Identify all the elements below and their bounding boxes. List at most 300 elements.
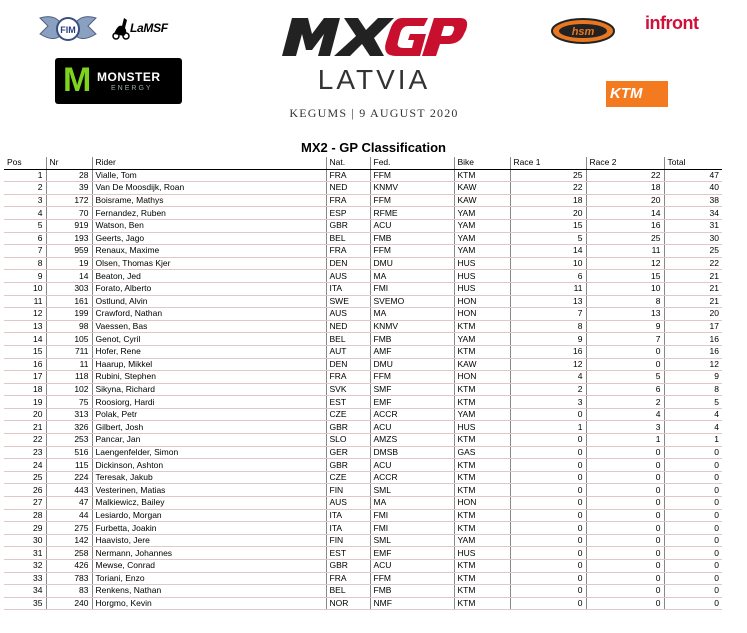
rider-cell: Hofer, Rene [92,345,326,358]
nat-cell: CZE [326,471,370,484]
race2-cell: 3 [586,421,664,434]
bike-cell: YAM [454,207,510,220]
rider-cell: Watson, Ben [92,219,326,232]
nat-cell: DEN [326,257,370,270]
fed-cell: ACU [370,560,454,573]
table-row [4,282,722,295]
race2-cell: 16 [586,219,664,232]
nat-cell: AUS [326,308,370,321]
rider-cell: Renaux, Maxime [92,245,326,258]
nat-cell: AUS [326,497,370,510]
race2-cell: 0 [586,446,664,459]
rider-cell: Rubini, Stephen [92,371,326,384]
table-row [4,371,722,384]
bike-cell: HUS [454,270,510,283]
nr-cell: 275 [46,522,92,535]
nr-cell: 193 [46,232,92,245]
table-header-row [4,157,722,169]
nat-cell: NED [326,182,370,195]
race2-cell: 5 [586,371,664,384]
table-row [4,547,722,560]
fed-cell: FFM [370,245,454,258]
fed-cell: MA [370,497,454,510]
race2-cell: 0 [586,522,664,535]
race2-cell: 0 [586,471,664,484]
race1-cell: 5 [510,232,586,245]
nr-cell: 102 [46,383,92,396]
bike-cell: HON [454,295,510,308]
fed-cell: MA [370,308,454,321]
table-row [4,295,722,308]
nat-cell: SWE [326,295,370,308]
race1-cell: 0 [510,534,586,547]
pos-cell: 3 [4,194,46,207]
race2-cell: 1 [586,434,664,447]
pos-cell: 20 [4,408,46,421]
pos-cell: 29 [4,522,46,535]
race2-cell: 0 [586,497,664,510]
table-row [4,459,722,472]
nat-cell: NED [326,320,370,333]
race2-cell: 22 [586,169,664,182]
rider-cell: Malkiewicz, Bailey [92,497,326,510]
hsm-logo [551,18,615,44]
pos-cell: 11 [4,295,46,308]
pos-cell: 9 [4,270,46,283]
table-row [4,497,722,510]
nr-cell: 105 [46,333,92,346]
fed-cell: ACU [370,219,454,232]
pos-cell: 24 [4,459,46,472]
rider-cell: Forato, Alberto [92,282,326,295]
bike-cell: GAS [454,446,510,459]
race1-cell: 11 [510,282,586,295]
fed-cell: ACCR [370,408,454,421]
pos-cell: 14 [4,333,46,346]
event-country: LATVIA [317,64,431,95]
nr-cell: 240 [46,597,92,610]
nr-cell: 14 [46,270,92,283]
fed-cell: EMF [370,547,454,560]
table-row [4,257,722,270]
nat-cell: FIN [326,534,370,547]
rider-cell: Dickinson, Ashton [92,459,326,472]
monster-logo-text: MONSTER [97,70,161,84]
total-cell: 0 [664,459,722,472]
rider-cell: Beaton, Jed [92,270,326,283]
race1-cell: 25 [510,169,586,182]
nat-cell: BEL [326,232,370,245]
nr-cell: 303 [46,282,92,295]
pos-cell: 8 [4,257,46,270]
col-header-fed: Fed. [370,157,454,169]
table-row [4,534,722,547]
nr-cell: 426 [46,560,92,573]
col-header-race1: Race 1 [510,157,586,169]
bike-cell: KTM [454,484,510,497]
pos-cell: 35 [4,597,46,610]
rider-cell: Ostlund, Alvin [92,295,326,308]
nat-cell: FRA [326,169,370,182]
nr-cell: 516 [46,446,92,459]
nat-cell: AUT [326,345,370,358]
nr-cell: 253 [46,434,92,447]
table-row [4,446,722,459]
bike-cell: YAM [454,232,510,245]
rider-cell: Vialle, Tom [92,169,326,182]
race1-cell: 0 [510,572,586,585]
table-row [4,421,722,434]
pos-cell: 7 [4,245,46,258]
rider-cell: Haarup, Mikkel [92,358,326,371]
fed-cell: FMI [370,509,454,522]
race2-cell: 7 [586,333,664,346]
bike-cell: KTM [454,572,510,585]
bike-cell: HUS [454,421,510,434]
race2-cell: 13 [586,308,664,321]
nat-cell: ESP [326,207,370,220]
race1-cell: 20 [510,207,586,220]
table-row [4,471,722,484]
rider-cell: Toriani, Enzo [92,572,326,585]
total-cell: 16 [664,345,722,358]
classification-title: MX2 - GP Classification [301,140,446,155]
ktm-logo [606,81,668,107]
race1-cell: 8 [510,320,586,333]
monster-energy-logo [55,58,182,104]
nr-cell: 313 [46,408,92,421]
col-header-rider: Rider [92,157,326,169]
total-cell: 21 [664,282,722,295]
race2-cell: 0 [586,572,664,585]
bike-cell: KTM [454,169,510,182]
total-cell: 0 [664,585,722,598]
fed-cell: KNMV [370,182,454,195]
fed-cell: AMZS [370,434,454,447]
nat-cell: ITA [326,509,370,522]
total-cell: 0 [664,547,722,560]
fed-cell: NMF [370,597,454,610]
table-row [4,232,722,245]
col-header-pos: Pos [4,157,46,169]
nr-cell: 199 [46,308,92,321]
table-row [4,169,722,182]
rider-cell: Vaessen, Bas [92,320,326,333]
rider-cell: Horgmo, Kevin [92,597,326,610]
race2-cell: 12 [586,257,664,270]
bike-cell: KTM [454,522,510,535]
total-cell: 0 [664,522,722,535]
race2-cell: 0 [586,484,664,497]
nr-cell: 70 [46,207,92,220]
race2-cell: 0 [586,345,664,358]
race2-cell: 0 [586,547,664,560]
col-header-race2: Race 2 [586,157,664,169]
bike-cell: KTM [454,471,510,484]
race2-cell: 0 [586,534,664,547]
pos-cell: 31 [4,547,46,560]
bike-cell: KTM [454,585,510,598]
ktm-logo-text: KTM [610,85,643,102]
nat-cell: FRA [326,245,370,258]
nat-cell: GBR [326,219,370,232]
total-cell: 31 [664,219,722,232]
fed-cell: SML [370,534,454,547]
race2-cell: 11 [586,245,664,258]
total-cell: 0 [664,597,722,610]
nat-cell: GBR [326,421,370,434]
rider-cell: Fernandez, Ruben [92,207,326,220]
nr-cell: 258 [46,547,92,560]
rider-cell: Laengenfelder, Simon [92,446,326,459]
rider-cell: Crawford, Nathan [92,308,326,321]
nr-cell: 161 [46,295,92,308]
table-row [4,270,722,283]
bike-cell: KAW [454,182,510,195]
nat-cell: SVK [326,383,370,396]
nr-cell: 142 [46,534,92,547]
pos-cell: 16 [4,358,46,371]
total-cell: 12 [664,358,722,371]
race2-cell: 9 [586,320,664,333]
rider-cell: Van De Moosdijk, Roan [92,182,326,195]
nat-cell: FRA [326,572,370,585]
total-cell: 0 [664,484,722,497]
rider-cell: Sikyna, Richard [92,383,326,396]
pos-cell: 32 [4,560,46,573]
fed-cell: DMSB [370,446,454,459]
bike-cell: KTM [454,560,510,573]
nat-cell: SLO [326,434,370,447]
race1-cell: 10 [510,257,586,270]
fed-cell: DMU [370,358,454,371]
total-cell: 40 [664,182,722,195]
bike-cell: YAM [454,408,510,421]
table-row [4,408,722,421]
total-cell: 1 [664,434,722,447]
classification-table [4,157,722,610]
race1-cell: 9 [510,333,586,346]
bike-cell: KTM [454,434,510,447]
race1-cell: 2 [510,383,586,396]
page-header [0,0,747,140]
table-row [4,585,722,598]
total-cell: 21 [664,295,722,308]
nr-cell: 44 [46,509,92,522]
pos-cell: 27 [4,497,46,510]
rider-cell: Geerts, Jago [92,232,326,245]
fed-cell: SML [370,484,454,497]
race1-cell: 18 [510,194,586,207]
fed-cell: FMB [370,333,454,346]
fed-cell: ACU [370,421,454,434]
race1-cell: 6 [510,270,586,283]
bike-cell: YAM [454,245,510,258]
race1-cell: 4 [510,371,586,384]
bike-cell: KTM [454,509,510,522]
table-row [4,182,722,195]
pos-cell: 26 [4,484,46,497]
table-row [4,320,722,333]
total-cell: 9 [664,371,722,384]
nat-cell: ITA [326,282,370,295]
rider-cell: Polak, Petr [92,408,326,421]
race2-cell: 8 [586,295,664,308]
col-header-bike: Bike [454,157,510,169]
nr-cell: 326 [46,421,92,434]
pos-cell: 21 [4,421,46,434]
total-cell: 21 [664,270,722,283]
rider-cell: Gilbert, Josh [92,421,326,434]
pos-cell: 30 [4,534,46,547]
fed-cell: FFM [370,194,454,207]
nr-cell: 11 [46,358,92,371]
bike-cell: HUS [454,257,510,270]
table-row [4,484,722,497]
total-cell: 22 [664,257,722,270]
nat-cell: GBR [326,560,370,573]
race1-cell: 13 [510,295,586,308]
race1-cell: 15 [510,219,586,232]
race1-cell: 1 [510,421,586,434]
pos-cell: 12 [4,308,46,321]
nr-cell: 98 [46,320,92,333]
bike-cell: YAM [454,333,510,346]
nr-cell: 28 [46,169,92,182]
fed-cell: ACCR [370,471,454,484]
race1-cell: 0 [510,522,586,535]
nat-cell: BEL [326,585,370,598]
pos-cell: 13 [4,320,46,333]
total-cell: 20 [664,308,722,321]
fed-cell: FFM [370,371,454,384]
fed-cell: FMI [370,522,454,535]
race1-cell: 0 [510,547,586,560]
pos-cell: 5 [4,219,46,232]
fed-cell: AMF [370,345,454,358]
col-header-nr: Nr [46,157,92,169]
table-row [4,358,722,371]
race1-cell: 0 [510,509,586,522]
fim-logo [38,12,98,46]
rider-cell: Roosiorg, Hardi [92,396,326,409]
table-row [4,308,722,321]
bike-cell: YAM [454,534,510,547]
nat-cell: AUS [326,270,370,283]
fed-cell: FMB [370,232,454,245]
race2-cell: 0 [586,560,664,573]
nat-cell: FRA [326,194,370,207]
total-cell: 30 [664,232,722,245]
rider-cell: Olsen, Thomas Kjer [92,257,326,270]
table-row [4,333,722,346]
fed-cell: SVEMO [370,295,454,308]
race1-cell: 14 [510,245,586,258]
total-cell: 16 [664,333,722,346]
total-cell: 4 [664,421,722,434]
pos-cell: 1 [4,169,46,182]
pos-cell: 33 [4,572,46,585]
race2-cell: 2 [586,396,664,409]
lamsf-logo [112,14,182,40]
table-row [4,434,722,447]
total-cell: 4 [664,408,722,421]
race1-cell: 0 [510,446,586,459]
event-location-date: KEGUMS | 9 AUGUST 2020 [289,106,459,120]
race2-cell: 0 [586,509,664,522]
race1-cell: 0 [510,408,586,421]
race1-cell: 0 [510,585,586,598]
race2-cell: 0 [586,459,664,472]
bike-cell: HON [454,497,510,510]
table-row [4,572,722,585]
table-row [4,219,722,232]
rider-cell: Mewse, Conrad [92,560,326,573]
fed-cell: RFME [370,207,454,220]
bike-cell: KAW [454,194,510,207]
table-row [4,194,722,207]
pos-cell: 19 [4,396,46,409]
race1-cell: 0 [510,459,586,472]
table-row [4,245,722,258]
infront-logo [645,13,715,37]
total-cell: 34 [664,207,722,220]
nr-cell: 919 [46,219,92,232]
total-cell: 0 [664,560,722,573]
nat-cell: BEL [326,333,370,346]
pos-cell: 28 [4,509,46,522]
total-cell: 25 [664,245,722,258]
infront-logo-text: infront [645,13,699,33]
bike-cell: HUS [454,282,510,295]
pos-cell: 17 [4,371,46,384]
race1-cell: 22 [510,182,586,195]
table-row [4,383,722,396]
race2-cell: 14 [586,207,664,220]
fim-logo-text: FIM [60,25,76,35]
rider-cell: Nermann, Johannes [92,547,326,560]
race2-cell: 0 [586,585,664,598]
race1-cell: 0 [510,434,586,447]
nr-cell: 47 [46,497,92,510]
total-cell: 38 [664,194,722,207]
total-cell: 47 [664,169,722,182]
fed-cell: MA [370,270,454,283]
bike-cell: KTM [454,320,510,333]
fed-cell: DMU [370,257,454,270]
race2-cell: 18 [586,182,664,195]
fed-cell: ACU [370,459,454,472]
race1-cell: 0 [510,484,586,497]
rider-cell: Vesterinen, Matias [92,484,326,497]
mxgp-logo [278,12,468,58]
total-cell: 0 [664,534,722,547]
bike-cell: HON [454,308,510,321]
nr-cell: 115 [46,459,92,472]
nat-cell: EST [326,547,370,560]
nr-cell: 75 [46,396,92,409]
nr-cell: 443 [46,484,92,497]
lamsf-logo-text: LaMSF [130,21,168,35]
table-row [4,560,722,573]
rider-cell: Lesiardo, Morgan [92,509,326,522]
table-row [4,509,722,522]
pos-cell: 4 [4,207,46,220]
race2-cell: 10 [586,282,664,295]
nat-cell: CZE [326,408,370,421]
pos-cell: 15 [4,345,46,358]
nat-cell: FRA [326,371,370,384]
